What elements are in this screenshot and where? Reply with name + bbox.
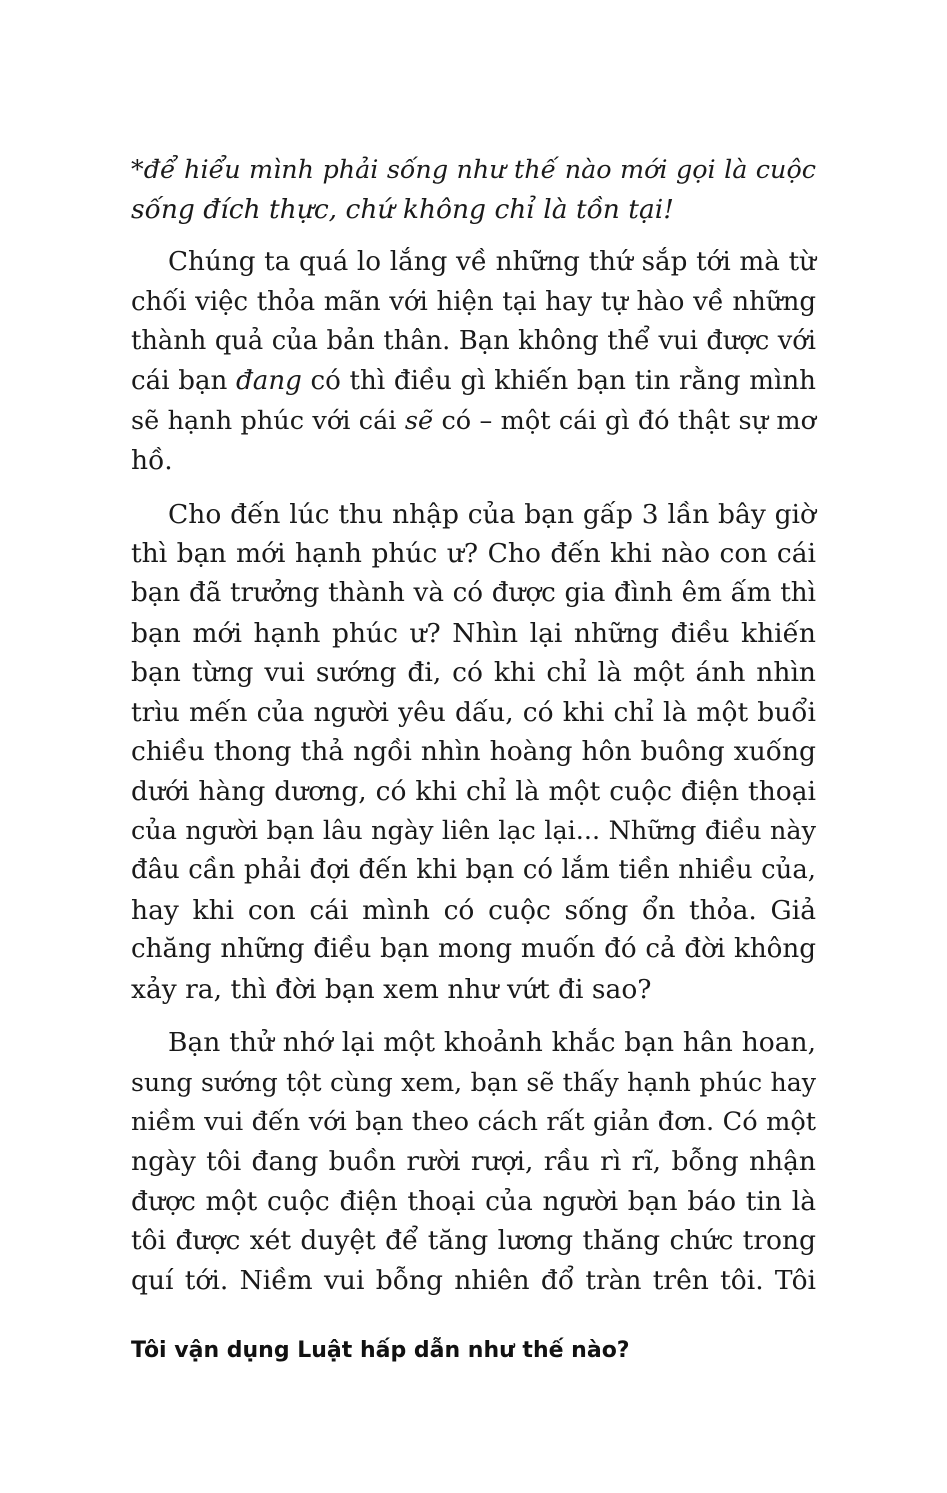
text-line: chăng những điều bạn mong muốn đó cả đời không xyxy=(131,934,816,965)
emphasis-text: sẽ xyxy=(404,405,434,436)
text-line: được một cuộc điện thoại của người bạn báo tin là xyxy=(131,1185,816,1217)
text-line: sống đích thực, chứ không chỉ là tồn tại! xyxy=(131,193,674,225)
text-line: sung sướng tột cùng xem, bạn sẽ thấy hạnh phúc hay xyxy=(131,1068,816,1098)
text-line: thành quả của bản thân. Bạn không thể vui được với xyxy=(131,326,816,357)
paragraph-1 xyxy=(131,243,816,481)
text-line: trìu mến của người yêu dấu, có khi chỉ là một buổi xyxy=(131,696,816,728)
text-line: Cho đến lúc thu nhập của bạn gấp 3 lần bây giờ xyxy=(168,498,816,530)
text-line xyxy=(131,362,816,402)
text-line: thì bạn mới hạnh phúc ư? Cho đến khi nào con cái xyxy=(131,538,816,570)
text-run: có – một cái gì đó thật sự mơ xyxy=(433,405,816,436)
text-line: Bạn thử nhớ lại một khoảnh khắc bạn hân hoan, xyxy=(168,1027,816,1059)
text-line: đâu cần phải đợi đến khi bạn có lắm tiền nhiều của, xyxy=(131,855,816,886)
text-line: dưới hàng dương, có khi chỉ là một cuộc điện thoại xyxy=(131,775,816,807)
text-line: quí tới. Niềm vui bỗng nhiên đổ tràn trên tôi. Tôi xyxy=(131,1265,816,1297)
paragraph-2 xyxy=(131,495,816,1010)
text-line: niềm vui đến với bạn theo cách rất giản đơn. Có một xyxy=(131,1106,816,1137)
text-line: hồ. xyxy=(131,445,173,477)
paragraph-3 xyxy=(131,1023,816,1300)
text-line: bạn từng vui sướng đi, có khi chỉ là một ánh nhìn xyxy=(131,657,816,689)
page-body xyxy=(131,150,816,1315)
text-run: sẽ hạnh phúc với cái xyxy=(131,405,405,436)
running-footer-title: Tôi vận dụng Luật hấp dẫn như thế nào? xyxy=(131,1338,630,1363)
text-line: của người bạn lâu ngày liên lạc lại... Những điều này xyxy=(131,815,816,846)
text-line: xảy ra, thì đời bạn xem như vứt đi sao? xyxy=(131,973,652,1005)
text-line: hay khi con cái mình có cuộc sống ổn thỏa. Giả xyxy=(131,894,816,926)
text-line xyxy=(131,402,816,442)
text-line: *để hiểu mình phải sống như thế nào mới gọi là cuộc xyxy=(131,154,816,184)
text-line: bạn mới hạnh phúc ư? Nhìn lại những điều khiến xyxy=(131,617,816,649)
text-line: bạn đã trưởng thành và có được gia đình êm ấm thì xyxy=(131,577,816,608)
text-line: chối việc thỏa mãn với hiện tại hay tự hào về những xyxy=(131,286,816,317)
text-line: tôi được xét duyệt để tăng lương thăng chức trong xyxy=(131,1225,816,1257)
text-run: cái bạn xyxy=(131,365,237,396)
text-line: Chúng ta quá lo lắng về những thứ sắp tới mà từ xyxy=(168,247,816,278)
emphasis-text: đang xyxy=(236,365,302,396)
intro-paragraph xyxy=(131,150,816,229)
text-line: chiều thong thả ngồi nhìn hoàng hôn buông xuống xyxy=(131,736,816,768)
text-run: có thì điều gì khiến bạn tin rằng mình xyxy=(301,365,817,396)
text-line: ngày tôi đang buồn rười rượi, rầu rì rĩ, bỗng nhận xyxy=(131,1146,816,1178)
